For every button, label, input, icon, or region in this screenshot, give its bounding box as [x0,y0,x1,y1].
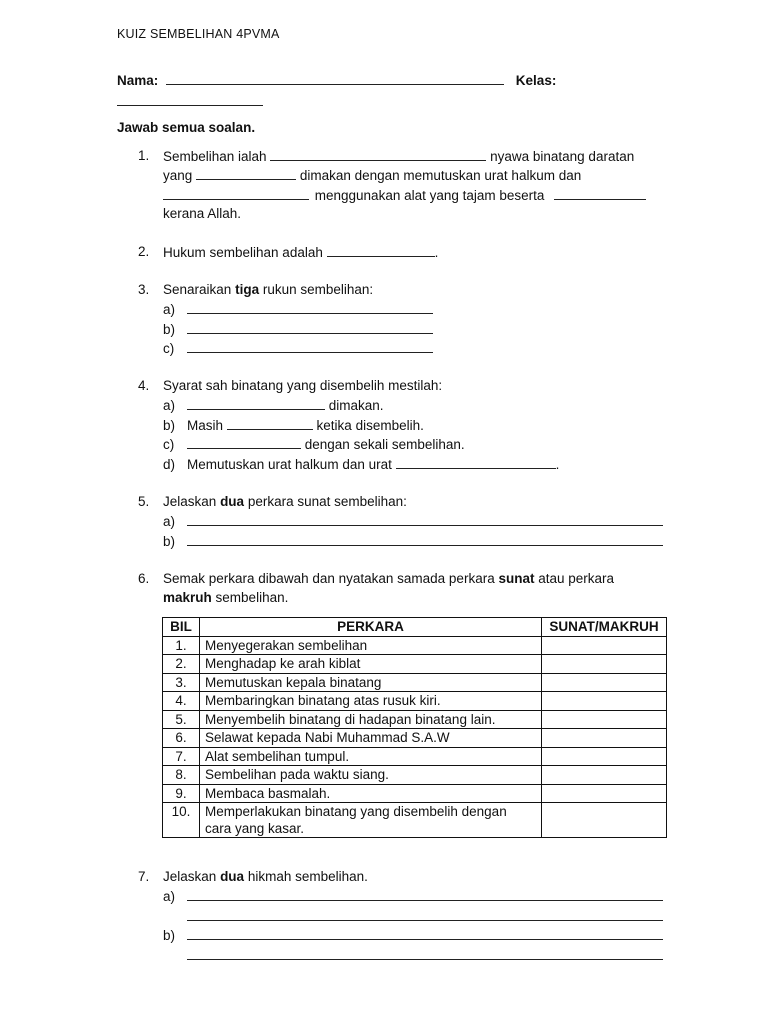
column-header-bil: BIL [163,618,200,637]
column-header-sunat-makruh: SUNAT/MAKRUH [542,618,667,637]
question-number: 3. [138,282,150,297]
q5-text: Jelaskan [163,494,217,509]
q4-text: Masih [187,417,224,433]
answer-cell[interactable] [542,636,667,655]
q2-blank[interactable] [327,242,435,257]
row-perkara: Selawat kepada Nabi Muhammad S.A.W [200,729,542,748]
row-perkara: Sembelihan pada waktu siang. [200,766,542,785]
nama-blank[interactable] [166,70,504,85]
row-bil: 3. [163,673,200,692]
q7-blank-a1[interactable] [187,886,663,901]
question-number: 7. [138,869,150,884]
q7-bold: dua [220,869,245,884]
q4-end: . [555,456,560,472]
sub-label: a) [163,889,176,905]
table-row [163,729,667,748]
q1-text: Sembelihan ialah [163,149,267,164]
q4-text: Syarat sah binatang yang disembelih mestilah: [163,378,443,393]
row-bil: 9. [163,784,200,803]
q4-text: Memutuskan urat halkum dan urat [187,456,392,472]
sub-label: a) [163,302,176,318]
answer-cell[interactable] [542,729,667,748]
q7-blank-a2[interactable] [187,906,663,921]
q7-text: Jelaskan [163,869,217,884]
sub-label: d) [163,456,176,472]
instruction: Jawab semua soalan. [117,120,256,135]
q3-blank-a[interactable] [187,299,433,314]
table-row [163,747,667,766]
q1-text: menggunakan alat yang tajam beserta [314,187,545,203]
q5-bold: dua [220,494,245,509]
q3-bold: tiga [235,282,260,297]
q1-blank-2[interactable] [196,165,296,180]
q1-text: dimakan dengan memutuskan urat halkum dan [299,168,582,184]
q3-blank-b[interactable] [187,319,433,334]
q1-text: yang [163,168,193,184]
table-row [163,692,667,711]
question-number: 4. [138,378,150,393]
q3-blank-c[interactable] [187,338,433,353]
table-row [163,803,667,838]
q1-blank-4[interactable] [554,185,646,200]
q1-blank-3[interactable] [163,185,309,200]
row-perkara: Alat sembelihan tumpul. [200,747,542,766]
row-bil: 1. [163,636,200,655]
answer-cell[interactable] [542,784,667,803]
answer-cell[interactable] [542,710,667,729]
row-perkara: Memutuskan kepala binatang [200,673,542,692]
q7-blank-b1[interactable] [187,925,663,940]
row-perkara [200,803,542,838]
q6-bold: makruh [163,590,212,606]
row-bil: 4. [163,692,200,711]
q4-blank-c[interactable] [187,434,301,449]
row-bil: 2. [163,655,200,674]
row-perkara: Menyembelih binatang di hadapan binatang lain. [200,710,542,729]
q3-text: Senaraikan [163,282,232,297]
sub-label: c) [163,437,175,453]
q4-blank-d[interactable] [396,454,556,469]
table-header-row [163,618,667,637]
q2-text: Hukum sembelihan adalah [163,245,323,260]
row-bil: 8. [163,766,200,785]
question-number: 2. [138,244,150,259]
table-row [163,766,667,785]
q7-blank-b2[interactable] [187,945,663,960]
q1-text: kerana Allah. [163,206,242,222]
sub-label: b) [163,533,176,549]
page-title: KUIZ SEMBELIHAN 4PVMA [117,27,280,41]
sub-label: b) [163,417,176,433]
row-perkara-line: cara yang kasar. [205,821,305,836]
row-bil: 5. [163,710,200,729]
q4-text: dengan sekali sembelihan. [304,437,465,453]
table-row [163,710,667,729]
name-class-row [117,70,556,90]
q5-blank-b[interactable] [187,531,663,546]
q4-blank-a[interactable] [187,395,325,410]
row-perkara: Menyegerakan sembelihan [200,636,542,655]
perkara-table [162,617,667,838]
sub-label: a) [163,514,176,530]
q6-text: sembelihan. [215,590,289,606]
row-bil: 6. [163,729,200,748]
row-bil: 10. [163,803,200,838]
q1-blank-1[interactable] [270,146,486,161]
row-perkara: Membaringkan binatang atas rusuk kiri. [200,692,542,711]
question-number: 5. [138,494,150,509]
q1-text: nyawa binatang daratan [490,149,635,164]
sub-label: b) [163,928,176,944]
q4-text: dimakan. [328,398,384,414]
answer-cell[interactable] [542,803,667,838]
q5-text: perkara sunat sembelihan: [247,494,407,509]
row-perkara: Membaca basmalah. [200,784,542,803]
sub-label: a) [163,398,176,414]
q6-bold: sunat [498,571,535,586]
q6-text: Semak perkara dibawah dan nyatakan samada perkara [163,571,495,586]
question-number: 1. [138,148,150,163]
table-row [163,636,667,655]
row-perkara: Menghadap ke arah kiblat [200,655,542,674]
column-header-perkara: PERKARA [200,618,542,637]
q3-text: rukun sembelihan: [262,282,374,297]
answer-cell[interactable] [542,655,667,674]
sub-label: b) [163,321,176,337]
q5-blank-a[interactable] [187,511,663,526]
answer-cell[interactable] [542,673,667,692]
table-row [163,655,667,674]
row-bil: 7. [163,747,200,766]
answer-cell[interactable] [542,747,667,766]
nama-label: Nama: [117,73,159,88]
q7-text: hikmah sembelihan. [247,869,368,884]
table-row [163,673,667,692]
q2-end: . [434,245,439,260]
q4-text: ketika disembelih. [316,417,424,433]
answer-cell[interactable] [542,766,667,785]
kelas-blank[interactable] [117,91,263,106]
sub-label: c) [163,341,175,357]
table-row [163,784,667,803]
q6-text: atau perkara [538,571,615,586]
question-number: 6. [138,571,150,586]
q4-blank-b[interactable] [227,415,313,430]
kelas-label: Kelas: [515,73,557,88]
row-perkara-line: Memperlakukan binatang yang disembelih dengan [205,804,507,819]
answer-cell[interactable] [542,692,667,711]
